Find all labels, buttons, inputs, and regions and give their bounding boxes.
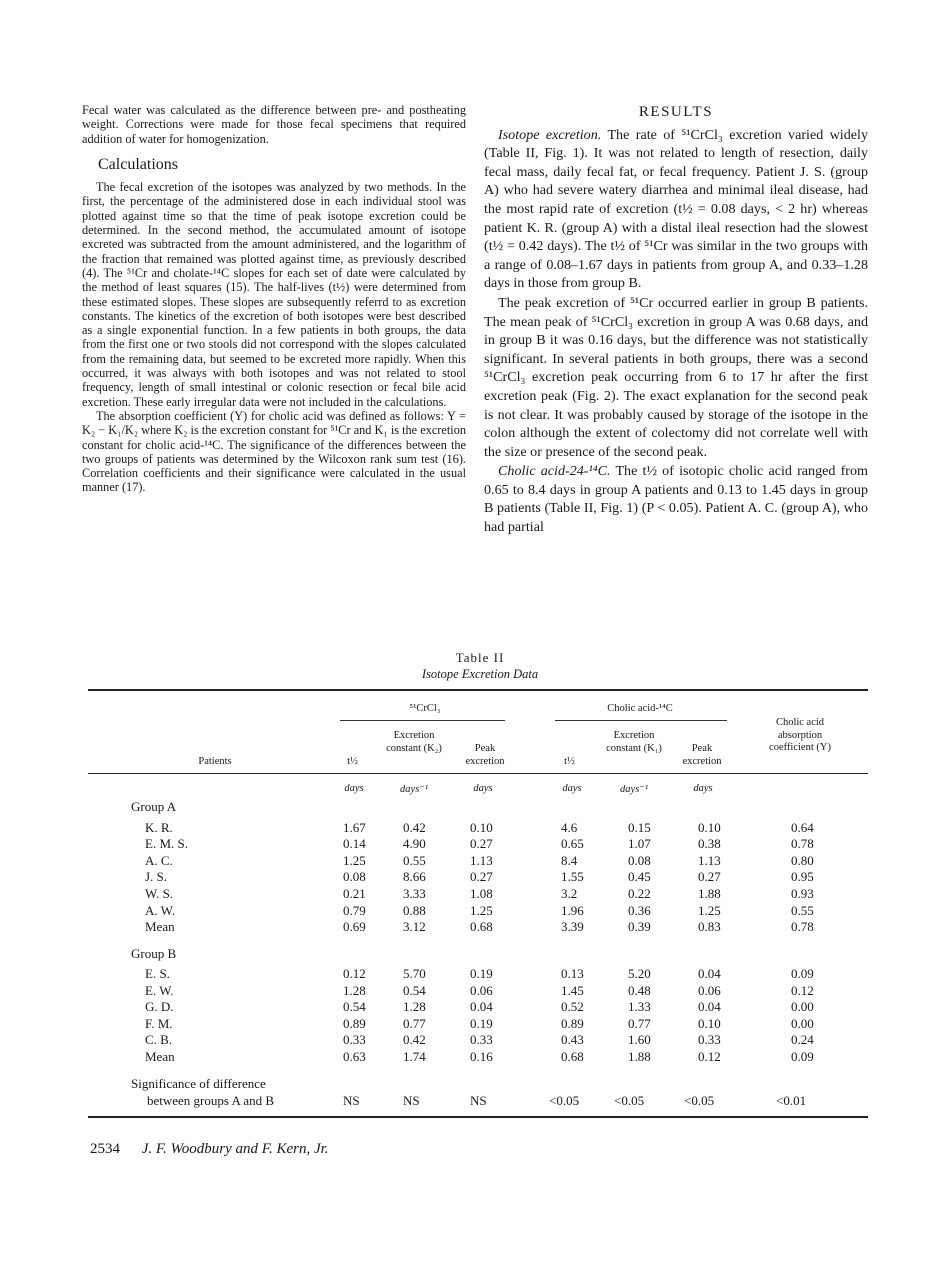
significance-label: Significance of difference (131, 1076, 266, 1091)
right-para-2: The peak excretion of ⁵¹Cr occurred earlier in group B patients. The mean peak of ⁵¹CrCl₃ excretion in group A was 0.68 days, and in group B it was 0.16 days, but the difference was not statistically significant. In several patients in both groups, there was a second ⁵¹CrCl₃ excretion peak occurring from 6 to 17 hr after the first excretion peak (Fig. 2). The exact explanation for the second peak is not clear. It was probably caused by storage of the isotope in the colon although the extent of colectomy did not correlate well with the size or presence of the second peak. (484, 294, 868, 460)
table-row: G. D. 0.54 1.28 0.04 0.52 1.33 0.04 0.00 (145, 999, 814, 1014)
unit-peak-cholic: days (693, 783, 713, 794)
table-subtitle: Isotope Excretion Data (421, 667, 539, 681)
right-column (484, 103, 868, 537)
table-top-rule (88, 689, 868, 691)
calculations-heading: Calculations (98, 155, 178, 173)
col-header-t-cholic: t½ (564, 756, 575, 767)
results-heading: RESULTS (638, 104, 714, 120)
table-title: Table II (455, 650, 505, 665)
table-row: F. M. 0.89 0.77 0.19 0.89 0.77 0.10 0.00 (145, 1016, 814, 1031)
unit-k2: days⁻¹ (400, 784, 428, 795)
col-header-t-cr: t½ (347, 756, 358, 767)
subsection-title-isotope: Isotope excretion. (498, 126, 602, 143)
unit-peak-cr: days (473, 783, 493, 794)
table-row: E. S. 0.12 5.70 0.19 0.13 5.20 0.04 0.09 (145, 966, 814, 981)
table-row: C. B. 0.33 0.42 0.33 0.43 1.60 0.33 0.24 (145, 1032, 814, 1047)
table-row: J. S. 0.08 8.66 0.27 1.55 0.45 0.27 0.95 (145, 869, 814, 884)
left-para-2: The fecal excretion of the isotopes was analyzed by two methods. In the first, the percentage of the administered dose in each individual stool was plotted against time so that the time of peak isotope excretion could be determined. In the second method, the accumulated amount of isotope excreted was subtracted from the amount administered, and the logarithm of the fraction that remained was plotted against time, as previously described (4). The ⁵¹Cr and cholate-¹⁴C slopes for each set of date were calculated by the method of least squares (15). The half-lives (t½) were determined from these estimated slopes. These slopes are subsequently referrd to as excretion constants. The kinetics of the excretion of both isotopes were best described as a single exponential function. In a few patients in both groups, the data from the first one or two stools did not correspond with the slopes calculated from the remaining data, but seemed to be excreted more rapidly. When this occurred, it was always with both isotopes and was not related to stool frequency, length of small intestinal or colonic resection or fecal bile acid excretion. These early irregular data were not included in the calculations. (82, 180, 466, 409)
left-column (82, 103, 466, 495)
table-row-mean-b: Mean 0.63 1.74 0.16 0.68 1.88 0.12 0.09 (145, 1049, 814, 1064)
col-header-peak-cholic: Peak excretion (682, 743, 722, 767)
table-bottom-rule (88, 1116, 868, 1118)
table-row: A. C. 1.25 0.55 1.13 8.4 0.08 1.13 0.80 (145, 853, 814, 868)
unit-k1: days⁻¹ (620, 784, 648, 795)
group-rule-cr (340, 720, 505, 721)
col-header-absorption: Cholic acid absorption coefficient (Y) (769, 717, 831, 753)
right-para-3: Cholic acid-24-¹⁴C. The t½ of isotopic cholic acid ranged from 0.65 to 8.4 days in group A patients and 0.13 to 1.45 days in group B patients (Table II, Fig. 1) (P < 0.05). Patient A. C. (group A), who had partial (484, 463, 868, 536)
col-header-peak-cr: Peak excretion (465, 743, 505, 767)
page-number: 2534 (90, 1141, 120, 1157)
unit-t-cr: days (344, 783, 364, 794)
page-footer (90, 1141, 329, 1158)
unit-t-cholic: days (562, 783, 582, 794)
group-b-heading: Group B (131, 946, 177, 961)
table-row-mean-a: Mean 0.69 3.12 0.68 3.39 0.39 0.83 0.78 (145, 919, 814, 934)
group-rule-cholic (555, 720, 727, 721)
table-row: W. S. 0.21 3.33 1.08 3.2 0.22 1.88 0.93 (145, 886, 814, 901)
left-para-3: The absorption coefficient (Y) for cholic acid was defined as follows: Y = K₂ − K₁/K₂ where K₂ is the excretion constant for ⁵¹Cr and K₁ is the excretion constant for cholic acid-¹⁴C. The significance of the differences between the two groups of patients was determined by the Wilcoxon rank sum test (16). Correlation coefficients and their significance were calculated in the usual manner (17). (82, 408, 466, 495)
running-authors: J. F. Woodbury and F. Kern, Jr. (141, 1141, 329, 1157)
subsection-title-cholic: Cholic acid-24-¹⁴C. (498, 463, 611, 480)
table-row: A. W. 0.79 0.88 1.25 1.96 0.36 1.25 0.55 (145, 903, 814, 918)
group-a-heading: Group A (131, 799, 177, 814)
col-header-k1: Excretion constant (K₁) (606, 730, 662, 754)
significance-row: between groups A and B NS NS NS <0.05 <0.05 <0.05 <0.01 (147, 1093, 807, 1108)
right-para-1: Isotope excretion. The rate of ⁵¹CrCl₃ excretion varied widely (Table II, Fig. 1). It was not related to length of resection, daily fecal mass, daily fecal fat, or fecal frequency. Patient J. S. (group A) who had severe watery diarrhea and minimal ileal disease, had the most rapid rate of excretion (t½ = 0.08 days, < 2 hr) whereas patient K. R. (group A) with a distal ileal resection had the slowest (t½ = 0.42 days). The t½ of ⁵¹Cr was similar in the two groups with a range of 0.08–1.67 days in patients from group A, and 0.33–1.28 days in those from group B. (484, 126, 868, 292)
left-para-1: Fecal water was calculated as the difference between pre- and postheating weight. Corrections were made for those fecal specimens that required addition of water for homogenization. (82, 103, 466, 146)
group-header-cr: ⁵¹CrCl₃ (409, 703, 441, 714)
table-header-rule (88, 773, 868, 774)
col-header-patients: Patients (198, 756, 232, 767)
group-header-cholic: Cholic acid-¹⁴C (607, 703, 673, 714)
table-row: E. M. S. 0.14 4.90 0.27 0.65 1.07 0.38 0.78 (145, 836, 814, 851)
table-row: K. R. 1.67 0.42 0.10 4.6 0.15 0.10 0.64 (145, 820, 814, 835)
col-header-k2: Excretion constant (K₂) (386, 730, 442, 754)
table-row: E. W. 1.28 0.54 0.06 1.45 0.48 0.06 0.12 (145, 983, 814, 998)
